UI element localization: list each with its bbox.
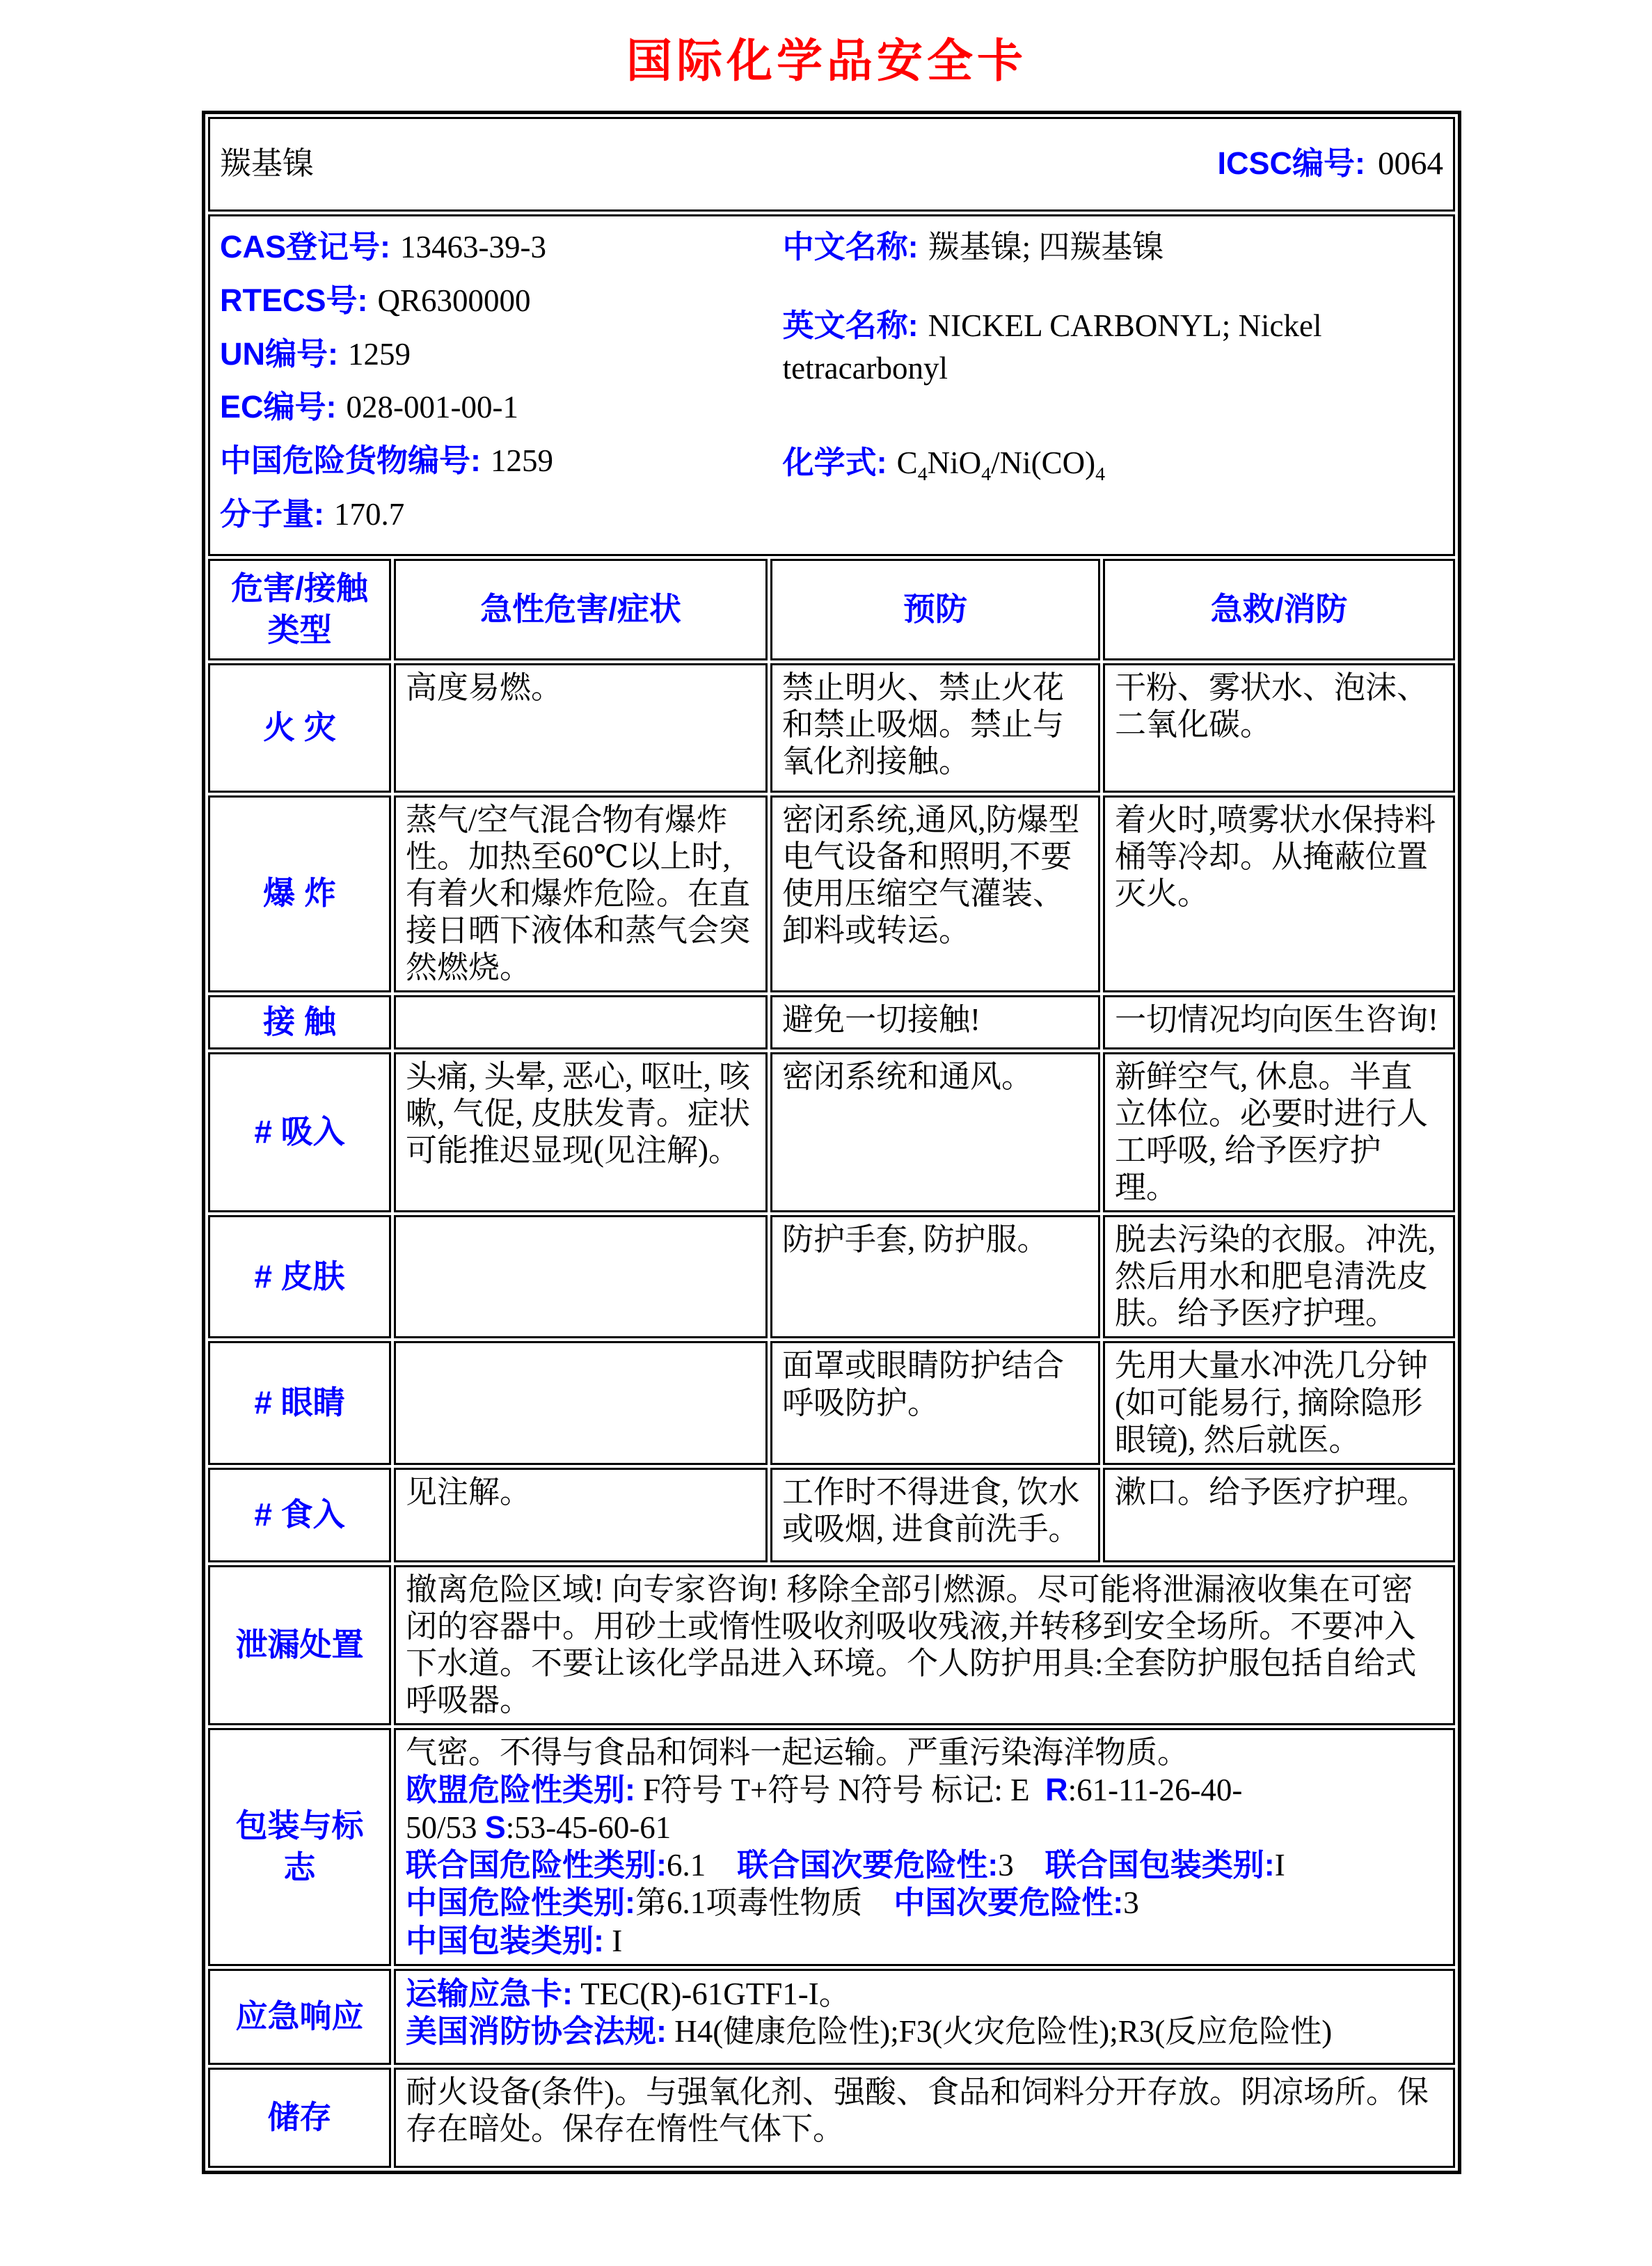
identification-left-column — [220, 226, 783, 547]
row-emergency — [208, 1969, 1455, 2065]
row-storage — [208, 2068, 1455, 2168]
row-label-storage: 储存 — [208, 2068, 391, 2168]
exposure-prevention: 避免一切接触! — [770, 995, 1100, 1049]
chemical-name: 羰基镍 — [220, 146, 315, 182]
rtecs-number: RTECS号: QR6300000 — [220, 282, 531, 318]
eyes-symptoms — [394, 1341, 768, 1464]
skin-prevention: 防护手套, 防护服。 — [770, 1215, 1100, 1338]
card-header-row — [208, 117, 1455, 212]
row-label-spillage: 泄漏处置 — [208, 1565, 391, 1725]
row-packaging — [208, 1728, 1455, 1966]
icsc-card-table — [202, 111, 1461, 2174]
header-hazard-type: 危害/接触 类型 — [208, 559, 391, 660]
header-first-aid: 急救/消防 — [1103, 559, 1455, 660]
row-spillage — [208, 1565, 1455, 1725]
chemical-formula: 化学式: $C_4NiO_4/Ni(CO)_4$ — [782, 445, 1106, 486]
ingestion-prevention: 工作时不得进食, 饮水或吸烟, 进食前洗手。 — [770, 1468, 1100, 1562]
row-inhalation — [208, 1052, 1455, 1212]
identification-right-column — [783, 226, 1443, 547]
exposure-symptoms — [394, 995, 768, 1049]
row-label-eyes: # 眼睛 — [208, 1341, 391, 1464]
icsc-number-value: 0064 — [1378, 145, 1444, 182]
card-header-cell — [208, 117, 1455, 212]
spillage-content: 撤离危险区域! 向专家咨询! 移除全部引燃源。尽可能将泄漏液收集在可密闭的容器中。用砂土或惰性吸收剂吸收残液,并转移到安全场所。不要冲入下水道。不要让该化学品进入环境。个人防护用具:全套防护服包括自给式呼吸器。 — [394, 1565, 1455, 1725]
row-label-fire: 火 灾 — [208, 663, 391, 793]
hazard-header-row — [208, 559, 1455, 660]
emergency-content: 运输应急卡: TEC(R)-61GTF1-I。 美国消防协会法规: H4(健康危险性);F3(火灾危险性);R3(反应危险性) — [394, 1969, 1455, 2065]
molecular-weight: 分子量: 170.7 — [220, 496, 405, 532]
row-skin — [208, 1215, 1455, 1338]
packaging-content: 气密。不得与食品和饲料一起运输。严重污染海洋物质。 欧盟危险性类别: F符号 T+符号 N符号 标记: E R:61-11-26-40- 50/53 S:53-45-60-61 联合国危险性类别:6.1 联合国次要危险性:3 联合国包装类别:I 中国危险性类别:第6.1项毒性物质 中国次要危险性:3 中国包装类别: I — [394, 1728, 1455, 1966]
ingestion-symptoms: 见注解。 — [394, 1468, 768, 1562]
row-explosion — [208, 795, 1455, 992]
un-number: UN编号: 1259 — [220, 335, 411, 372]
storage-content: 耐火设备(条件)。与强氧化剂、强酸、食品和饲料分开存放。阴凉场所。保存在暗处。保存在惰性气体下。 — [394, 2068, 1455, 2168]
row-fire — [208, 663, 1455, 793]
row-label-exposure: 接 触 — [208, 995, 391, 1049]
inhalation-prevention: 密闭系统和通风。 — [770, 1052, 1100, 1212]
row-label-emergency: 应急响应 — [208, 1969, 391, 2065]
header-prevention: 预防 — [770, 559, 1100, 660]
china-dangerous-goods-number: 中国危险货物编号: 1259 — [220, 443, 553, 478]
eyes-first-aid: 先用大量水冲洗几分钟(如可能易行, 摘除隐形眼镜), 然后就医。 — [1103, 1341, 1455, 1464]
page-title: 国际化学品安全卡 — [626, 35, 1027, 86]
row-label-ingestion: # 食入 — [208, 1468, 391, 1562]
chinese-name: 中文名称: 羰基镍; 四羰基镍 — [782, 229, 1164, 264]
row-label-explosion: 爆 炸 — [208, 795, 391, 992]
fire-first-aid: 干粉、雾状水、泡沫、二氧化碳。 — [1103, 663, 1455, 793]
english-name: 英文名称: NICKEL CARBONYL; Nickel tetracarbonyl — [782, 307, 1322, 386]
fire-symptoms: 高度易燃。 — [394, 663, 768, 793]
icsc-number — [1218, 145, 1444, 183]
identification-cell — [208, 214, 1455, 556]
skin-first-aid: 脱去污染的衣服。冲洗, 然后用水和肥皂清洗皮肤。给予医疗护理。 — [1103, 1215, 1455, 1338]
row-label-skin: # 皮肤 — [208, 1215, 391, 1338]
header-acute-hazards: 急性危害/症状 — [394, 559, 768, 660]
cas-number: CAS登记号: 13463-39-3 — [220, 229, 546, 264]
icsc-page — [0, 24, 1652, 2266]
row-label-packaging: 包装与标志 — [208, 1728, 391, 1966]
row-label-inhalation: # 吸入 — [208, 1052, 391, 1212]
ec-number: EC编号: 028-001-00-1 — [220, 389, 518, 425]
identification-row — [208, 214, 1455, 556]
explosion-symptoms: 蒸气/空气混合物有爆炸性。加热至60℃以上时,有着火和爆炸危险。在直接日晒下液体和蒸气会突然燃烧。 — [394, 795, 768, 992]
eyes-prevention: 面罩或眼睛防护结合呼吸防护。 — [770, 1341, 1100, 1464]
explosion-first-aid: 着火时,喷雾状水保持料桶等冷却。从掩蔽位置灭火。 — [1103, 795, 1455, 992]
explosion-prevention: 密闭系统,通风,防爆型电气设备和照明,不要使用压缩空气灌装、卸料或转运。 — [770, 795, 1100, 992]
skin-symptoms — [394, 1215, 768, 1338]
row-eyes — [208, 1341, 1455, 1464]
ingestion-first-aid: 漱口。给予医疗护理。 — [1103, 1468, 1455, 1562]
inhalation-first-aid: 新鲜空气, 休息。半直立体位。必要时进行人工呼吸, 给予医疗护理。 — [1103, 1052, 1455, 1212]
icsc-number-label: ICSC编号: — [1217, 145, 1366, 182]
exposure-first-aid: 一切情况均向医生咨询! — [1103, 995, 1455, 1049]
fire-prevention: 禁止明火、禁止火花和禁止吸烟。禁止与氧化剂接触。 — [770, 663, 1100, 793]
inhalation-symptoms: 头痛, 头晕, 恶心, 呕吐, 咳嗽, 气促, 皮肤发青。症状可能推迟显现(见注解)。 — [394, 1052, 768, 1212]
row-exposure — [208, 995, 1455, 1049]
row-ingestion — [208, 1468, 1455, 1562]
